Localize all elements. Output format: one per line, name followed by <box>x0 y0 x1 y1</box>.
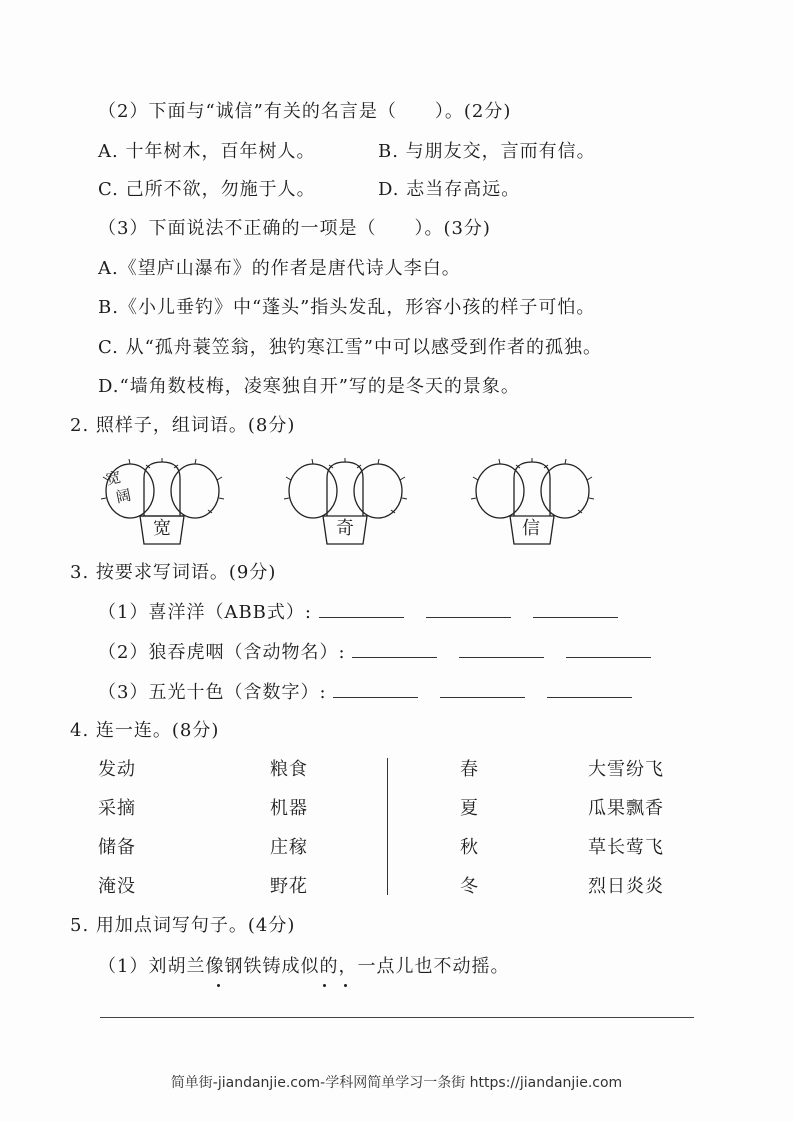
answer-blank[interactable] <box>440 681 525 698</box>
match-word[interactable]: 草长莺飞 <box>588 837 664 858</box>
answer-blank[interactable] <box>566 641 651 658</box>
pot-label-3: 信 <box>522 518 541 539</box>
column-divider <box>387 758 388 895</box>
match-word[interactable]: 夏 <box>460 798 479 819</box>
q4-title: 4. 连一连。(8分) <box>70 720 220 741</box>
emphasis-dot <box>217 984 220 987</box>
q1-sub2-option-c: C. 己所不欲，勿施于人。 <box>98 179 316 200</box>
emphasis-dot <box>323 984 326 987</box>
match-word[interactable]: 淹没 <box>98 876 136 897</box>
q3-item-1-label: （1）喜洋洋（ABB式）: <box>98 602 312 623</box>
match-word[interactable]: 秋 <box>460 837 479 858</box>
answer-blank[interactable] <box>333 681 418 698</box>
q1-sub2-option-a: A. 十年树木，百年树人。 <box>98 141 316 162</box>
q1-sub2-option-d: D. 志当存高远。 <box>378 179 521 200</box>
match-word[interactable]: 瓜果飘香 <box>588 798 664 819</box>
q3-item-2-label: （2）狼吞虎咽（含动物名）: <box>98 642 346 663</box>
q3-item-2 <box>98 641 673 665</box>
match-word[interactable]: 大雪纷飞 <box>588 759 664 780</box>
match-word[interactable]: 发动 <box>98 759 136 780</box>
answer-blank[interactable] <box>426 601 511 618</box>
q1-sub3-option-a: A.《望庐山瀑布》的作者是唐代诗人李白。 <box>98 258 461 279</box>
match-word[interactable]: 冬 <box>460 876 479 897</box>
q1-sub2-stem: （2）下面与“诚信”有关的名言是（ ）。(2分) <box>98 101 512 122</box>
match-word[interactable]: 庄稼 <box>270 837 308 858</box>
emphasis-dot <box>344 984 347 987</box>
q5-item-1: （1）刘胡兰像钢铁铸成似的，一点儿也不动摇。 <box>98 956 510 977</box>
q3-item-3-label: （3）五光十色（含数字）: <box>98 682 327 703</box>
q1-sub3-option-c: C. 从“孤舟蓑笠翁，独钓寒江雪”中可以感受到作者的孤独。 <box>98 337 602 358</box>
q3-item-3 <box>98 681 654 705</box>
example-word-bottom: 阔 <box>114 485 134 507</box>
example-word-top: 宽 <box>104 467 124 489</box>
q5-title: 5. 用加点词写句子。(4分) <box>70 915 296 936</box>
footer-watermark: 简单街-jiandanjie.com-学科网简单学习一条街 https://jiandanjie.com <box>170 1075 623 1091</box>
q2-title: 2. 照样子，组词语。(8分) <box>70 415 296 436</box>
match-word[interactable]: 烈日炎炎 <box>588 876 664 897</box>
match-word[interactable]: 野花 <box>270 876 308 897</box>
answer-blank[interactable] <box>319 601 404 618</box>
match-word[interactable]: 粮食 <box>270 759 308 780</box>
pot-label-1: 宽 <box>153 518 172 539</box>
match-word[interactable]: 春 <box>460 759 479 780</box>
q1-sub3-stem: （3）下面说法不正确的一项是（ ）。(3分) <box>98 218 491 239</box>
match-word[interactable]: 机器 <box>270 798 308 819</box>
answer-blank[interactable] <box>352 641 437 658</box>
q1-sub3-option-b: B.《小儿垂钓》中“蓬头”指头发乱，形容小孩的样子可怕。 <box>98 297 596 318</box>
answer-blank[interactable] <box>533 601 618 618</box>
pot-label-2: 奇 <box>336 518 355 539</box>
q3-title: 3. 按要求写词语。(9分) <box>70 562 277 583</box>
q3-item-1 <box>98 601 640 625</box>
answer-blank[interactable] <box>459 641 544 658</box>
answer-blank[interactable] <box>547 681 632 698</box>
answer-writing-line[interactable] <box>100 1017 694 1018</box>
match-word[interactable]: 采摘 <box>98 798 136 819</box>
match-word[interactable]: 储备 <box>98 837 136 858</box>
q1-sub3-option-d: D.“墙角数枝梅，凌寒独自开”写的是冬天的景象。 <box>98 376 520 397</box>
q1-sub2-option-b: B. 与朋友交，言而有信。 <box>378 141 596 162</box>
